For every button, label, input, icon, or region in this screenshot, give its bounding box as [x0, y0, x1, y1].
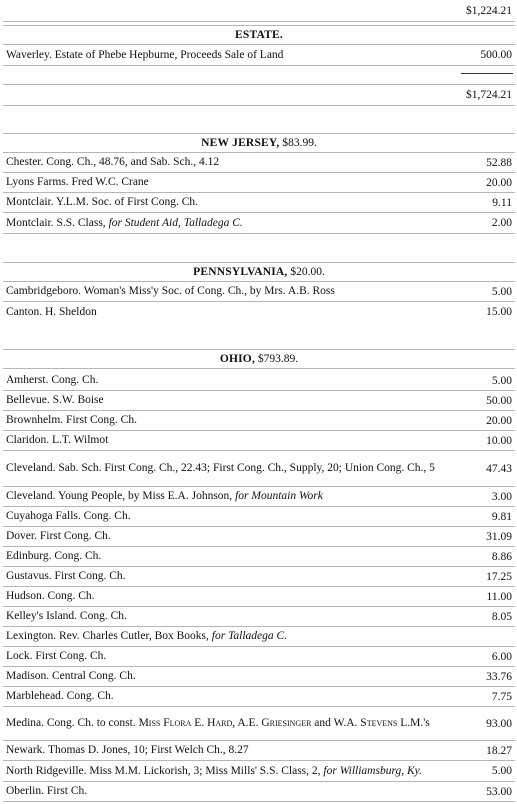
- row-description: [3, 765, 452, 778]
- row-amount: 8.05: [491, 610, 512, 623]
- row-amount: 3.00: [491, 490, 512, 503]
- table-row: [3, 782, 515, 802]
- table-row: [3, 707, 515, 741]
- row-description: Dover. First Cong. Ch.: [6, 530, 111, 542]
- table-row: [3, 431, 515, 451]
- table-row: [3, 627, 515, 647]
- row-description: Edinburg. Cong. Ch.: [6, 550, 102, 562]
- row-text: L.M.'s: [397, 717, 430, 729]
- row-amount: 9.81: [491, 510, 512, 523]
- row-description: Madison. Central Cong. Ch.: [6, 670, 136, 682]
- row-description: Newark. Thomas D. Jones, 10; First Welch Ch., 8.27: [6, 744, 249, 756]
- row-note: for Talladega C.: [211, 630, 288, 642]
- table-row: [3, 761, 515, 782]
- row-description: [3, 717, 452, 730]
- row-description: [3, 217, 452, 230]
- section-heading-estate: [3, 25, 515, 45]
- row-amount: 5.00: [491, 765, 512, 777]
- row-description: Oberlin. First Ch.: [6, 785, 88, 797]
- row-description: Cleveland. Sab. Sch. First Cong. Ch., 22.43; First Cong. Ch., Supply, 20; Union Cong. Ch., 5: [6, 462, 435, 474]
- section-heading-pennsylvania: [3, 262, 515, 282]
- row-amount: 5.00: [491, 374, 512, 387]
- ohio-heading: OHIO,: [219, 353, 256, 365]
- row-amount: 47.43: [486, 462, 512, 475]
- row-text: Montclair. S.S. Class,: [6, 216, 109, 229]
- row-description: Cambridgeboro. Woman's Miss'y Soc. of Cong. Ch., by Mrs. A.B. Ross: [6, 285, 335, 297]
- row-amount: 2.00: [491, 217, 512, 229]
- section-heading-ohio: [3, 349, 515, 369]
- row-description: Canton. H. Sheldon: [6, 305, 97, 318]
- pennsylvania-heading: PENNSYLVANIA,: [193, 266, 288, 278]
- table-row: [3, 302, 515, 322]
- row-names: Miss Flora E. Hard, A.E. Griesinger: [138, 717, 312, 729]
- row-description: Lock. First Cong. Ch.: [6, 650, 107, 662]
- row-amount: 15.00: [486, 306, 512, 318]
- table-row: [3, 153, 515, 173]
- row-text: Lexington. Rev. Charles Cutler, Box Books,: [6, 630, 212, 642]
- table-row: [3, 391, 515, 411]
- row-amount: 20.00: [486, 414, 512, 427]
- row-amount: 11.00: [486, 590, 512, 603]
- carried-total: [3, 2, 515, 22]
- row-amount: 17.25: [486, 570, 512, 583]
- row-amount: 500.00: [480, 49, 512, 61]
- row-description: Marblehead. Cong. Ch.: [6, 690, 114, 702]
- table-row: [3, 667, 515, 687]
- row-amount: 93.00: [486, 717, 512, 730]
- table-row: [3, 193, 515, 213]
- estate-heading: ESTATE.: [235, 29, 283, 41]
- row-amount: 5.00: [491, 285, 512, 298]
- row-amount: 10.00: [486, 434, 512, 447]
- table-row: [3, 371, 515, 391]
- table-row: [3, 507, 515, 527]
- table-row: [3, 45, 515, 66]
- row-amount: 8.86: [491, 550, 512, 563]
- row-text: Medina. Cong. Ch. to const.: [6, 717, 139, 729]
- table-row: [3, 213, 515, 234]
- row-amount: 33.76: [486, 670, 512, 683]
- row-amount: 6.00: [491, 650, 512, 663]
- table-row: [3, 487, 515, 507]
- table-row: [3, 282, 515, 302]
- table-row: [3, 741, 515, 761]
- row-description: Claridon. L.T. Wilmot: [6, 434, 109, 446]
- row-amount: 50.00: [486, 394, 512, 407]
- row-description: Amherst. Cong. Ch.: [6, 374, 99, 386]
- row-text: Cleveland. Young People, by Miss E.A. Johnson,: [6, 490, 236, 502]
- row-note: for Student Aid, Talladega C.: [108, 216, 243, 229]
- new-jersey-heading-amount: $83.99.: [279, 137, 317, 149]
- table-row: [3, 451, 515, 487]
- table-row: [3, 687, 515, 707]
- row-amount: 9.11: [492, 196, 512, 209]
- row-amount: 52.88: [486, 156, 512, 169]
- table-row: [3, 647, 515, 667]
- estate-total: [3, 84, 515, 106]
- row-description: [3, 490, 452, 503]
- row-note: for Mountain Work: [235, 490, 323, 502]
- row-description: Brownhelm. First Cong. Ch.: [6, 414, 137, 426]
- carried-total-value: $1,224.21: [466, 5, 512, 17]
- table-row: [3, 411, 515, 431]
- row-note: for Williamsburg, Ky.: [323, 764, 423, 777]
- row-amount: 7.75: [491, 690, 512, 703]
- row-description: [3, 630, 452, 643]
- table-row: [3, 587, 515, 607]
- estate-total-value: $1,724.21: [466, 89, 512, 101]
- row-amount: 20.00: [486, 176, 512, 189]
- new-jersey-heading: NEW JERSEY,: [201, 137, 280, 149]
- row-description: Bellevue. S.W. Boise: [6, 394, 104, 406]
- row-names: Stevens: [360, 717, 398, 729]
- row-description: Lyons Farms. Fred W.C. Crane: [6, 176, 149, 188]
- table-row: [3, 567, 515, 587]
- row-text: North Ridgeville. Miss M.M. Lickorish, 3; Miss Mills' S.S. Class, 2,: [6, 764, 324, 777]
- row-description: Hudson. Cong. Ch.: [6, 590, 95, 602]
- ohio-heading-amount: $793.89.: [255, 353, 299, 365]
- pennsylvania-heading-amount: $20.00.: [287, 266, 325, 278]
- row-description: Gustavus. First Cong. Ch.: [6, 570, 126, 582]
- row-description: Chester. Cong. Ch., 48.76, and Sab. Sch., 4.12: [6, 156, 220, 168]
- row-description: Kelley's Island. Cong. Ch.: [6, 610, 127, 622]
- row-description: Montclair. Y.L.M. Soc. of First Cong. Ch.: [6, 196, 198, 208]
- sum-rule: [461, 73, 513, 74]
- row-description: Waverley. Estate of Phebe Hepburne, Proceeds Sale of Land: [6, 48, 284, 61]
- table-row: [3, 173, 515, 193]
- table-row: [3, 547, 515, 567]
- table-row: [3, 527, 515, 547]
- row-description: Cuyahoga Falls. Cong. Ch.: [6, 510, 131, 522]
- row-amount: 18.27: [486, 744, 512, 757]
- section-heading-new-jersey: [3, 133, 515, 153]
- row-amount: 31.09: [486, 530, 512, 543]
- table-row: [3, 607, 515, 627]
- row-amount: 53.00: [486, 785, 512, 798]
- row-text: and W.A.: [311, 717, 361, 729]
